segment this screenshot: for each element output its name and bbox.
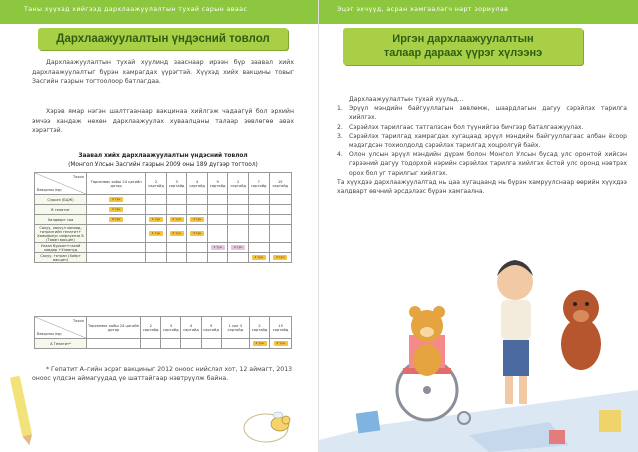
table-row bbox=[35, 243, 292, 253]
dose-marker: 2 тун bbox=[170, 217, 184, 222]
dose-cell bbox=[270, 339, 292, 349]
dose-cell bbox=[166, 195, 187, 205]
dose-cell bbox=[87, 225, 146, 243]
dose-cell bbox=[248, 205, 269, 215]
duty-number: 1. bbox=[337, 105, 343, 113]
table-corner-header bbox=[35, 317, 87, 339]
dose-cell bbox=[187, 225, 208, 243]
dose-cell bbox=[269, 215, 292, 225]
table-row bbox=[35, 253, 292, 263]
dose-cell bbox=[228, 243, 249, 253]
column-header: 4 сартайд bbox=[181, 317, 201, 339]
duty-list-item bbox=[337, 123, 627, 132]
dose-cell bbox=[228, 253, 249, 263]
dose-marker: 2 тун bbox=[231, 245, 245, 250]
table-row bbox=[35, 339, 292, 349]
vaccine-schedule-table bbox=[34, 172, 292, 263]
dose-marker: 2 тун bbox=[273, 255, 287, 260]
column-header: 2 сартайд bbox=[141, 317, 161, 339]
dose-cell bbox=[207, 215, 228, 225]
column-header: Төрсөнөөс хойш 24 цагийн дотор bbox=[87, 173, 146, 195]
duty-number: 3. bbox=[337, 132, 343, 140]
duty-text: Сэрэйлэх тарилгаас татгалзсан бол түүнийгээ бичгээр баталгаажуулах. bbox=[349, 123, 584, 131]
vaccine-name-cell: В гепатит bbox=[35, 205, 87, 215]
dose-cell bbox=[146, 215, 167, 225]
column-header: 15 сартайд bbox=[270, 317, 292, 339]
footnote: * Гепатит А–гийн эсрэг вакциныг 2012 оноос нийслэл хот, 12 аймагт, 2013 оноос үлдсэн аймагуудад үе шаттайгаар нэвтрүүлж байна. bbox=[32, 366, 293, 383]
dose-cell bbox=[269, 253, 292, 263]
dose-cell bbox=[87, 253, 146, 263]
dose-cell bbox=[146, 225, 167, 243]
dose-cell bbox=[248, 253, 269, 263]
dose-marker: 2 тун bbox=[274, 341, 288, 346]
dose-marker: 3 тун bbox=[190, 231, 204, 236]
duty-number: 2. bbox=[337, 123, 343, 131]
dose-cell bbox=[166, 243, 187, 253]
dose-cell bbox=[228, 215, 249, 225]
vaccine-name-cell: А Гепатит* bbox=[35, 339, 87, 349]
intro-paragraph-1: Дархлаажуулалтын тухай хуулинд зааснаар ирээн бүр заавал хийх дархлаажуулалтыг бүрэн хамрагдах үүрэгтэй. Хүүхэд хийх вакцины товыг Засгийн газрын тогтоолоор батлагдаа. bbox=[32, 59, 294, 86]
corner-vaccine-label: Вакцины нэр bbox=[37, 332, 62, 336]
column-header: 2 сартайд bbox=[228, 173, 249, 195]
dose-cell bbox=[269, 195, 292, 205]
vaccine-name-cell: Улаан бурхан+гахай хавдар +Улаануд bbox=[35, 243, 87, 253]
table-caption-title: Заавал хийх дархлаажуулалтын үндэсний товлол bbox=[78, 153, 248, 159]
column-header: 2 сартайд bbox=[146, 173, 167, 195]
dose-cell bbox=[187, 195, 208, 205]
dose-marker: 1 тун bbox=[253, 341, 267, 346]
dose-cell bbox=[146, 195, 167, 205]
left-header-bar bbox=[0, 0, 319, 24]
dose-marker: 0 тун bbox=[109, 217, 123, 222]
dose-cell bbox=[248, 243, 269, 253]
dose-marker: 1 тун bbox=[211, 245, 225, 250]
dose-cell bbox=[166, 253, 187, 263]
table-caption-source: (Монгол Улсын Засгийн газрын 2009 оны 189 дүгээр тогтоол) bbox=[68, 162, 258, 168]
dose-cell bbox=[207, 205, 228, 215]
table-row bbox=[35, 225, 292, 243]
dose-cell bbox=[141, 339, 161, 349]
column-header: Төрсөнөөс хойш 24 цагийн дотор bbox=[87, 317, 141, 339]
duty-number: 4. bbox=[337, 151, 343, 159]
dose-cell bbox=[146, 253, 167, 263]
dose-marker: 1 тун bbox=[252, 255, 266, 260]
corner-schedule-label: Тохол bbox=[72, 319, 84, 323]
duty-text: Эрүүл мэндийн байгууллагын зөвлөмж, шаардлагын дагуу сэрэйлэх тарилга хийлгэх. bbox=[349, 105, 627, 122]
column-header: 3 сартайд bbox=[161, 317, 181, 339]
table-row bbox=[35, 215, 292, 225]
vaccine-name-cell: Халдварт саа bbox=[35, 215, 87, 225]
dose-cell bbox=[87, 243, 146, 253]
column-header: 9 сартайд bbox=[201, 317, 221, 339]
dose-cell bbox=[146, 243, 167, 253]
right-header-text: Эцэг эхчүүд, асран хамгаалагч нарт зориулав bbox=[337, 6, 509, 13]
dose-cell bbox=[228, 225, 249, 243]
right-section-title bbox=[343, 28, 583, 65]
column-header: 9 сартайд bbox=[207, 173, 228, 195]
dose-cell bbox=[166, 215, 187, 225]
duty-list-item bbox=[337, 150, 627, 178]
duties-list bbox=[337, 95, 627, 196]
right-header-bar bbox=[319, 0, 638, 24]
dose-marker: 1 тун bbox=[109, 207, 123, 212]
closing-paragraph: Та хүүхдээ дархлаажуулалтад нь цаа хугацаанд нь бүрэн хамруулснаар өөрийн хүүхдээ халдварт өвчний эрсдэлээс бүрэн хамгаална. bbox=[337, 178, 627, 196]
dose-cell bbox=[201, 339, 221, 349]
left-section-title: Дархлаажуулалтын үндэсний товлол bbox=[38, 28, 288, 50]
dose-cell bbox=[250, 339, 270, 349]
dose-marker: 2 тун bbox=[170, 231, 184, 236]
dose-cell bbox=[146, 205, 167, 215]
column-header: 2 сартайд bbox=[250, 317, 270, 339]
duty-text: Олон улсын эрүүл мэндийн дүрэм болон Монгол Улсын бусад улс оронтой хийсэн гэрээний дагуу тодорхой нэрийн сэрэйлэх тарилга хийлгэх ёстой улс оронд нэвтрэх орох бол уг тарилгыг хийлгэх. bbox=[349, 151, 627, 177]
vaccine-name-cell: Сахуу, татран (Хоёрт вакцин) bbox=[35, 253, 87, 263]
dose-cell bbox=[87, 215, 146, 225]
dose-marker: 1 тун bbox=[149, 231, 163, 236]
dose-cell bbox=[248, 225, 269, 243]
dose-marker: 3 тун bbox=[190, 217, 204, 222]
dose-cell bbox=[269, 243, 292, 253]
dose-cell bbox=[207, 225, 228, 243]
dose-cell bbox=[87, 339, 141, 349]
duty-text: Сэрэйлэх тарилгад хамрагдах хугацаад эрүүл мэндийн байгууллагаас албан ёсоор мэдэгдсэн тохиолдолд сэрэйлэх тарилгад хоцролгүй байх. bbox=[349, 132, 627, 150]
column-header: 7 сартайд bbox=[248, 173, 269, 195]
duties-lead: Дархлаажуулалтын тухай хуульд... bbox=[349, 96, 464, 103]
right-title-line-2: талаар дараах үүрэг хүлээнэ bbox=[383, 47, 543, 59]
dose-cell bbox=[207, 253, 228, 263]
dose-cell bbox=[166, 205, 187, 215]
corner-schedule-label: Тохол bbox=[72, 175, 84, 179]
duty-list-item bbox=[337, 132, 627, 150]
dose-cell bbox=[207, 243, 228, 253]
table-corner-header bbox=[35, 173, 87, 195]
hepatitis-a-schedule-table bbox=[34, 316, 292, 349]
dose-cell bbox=[248, 195, 269, 205]
vaccine-name-cell: Сүрьеэ (БЦЖ) bbox=[35, 195, 87, 205]
dose-cell bbox=[181, 339, 201, 349]
dose-cell bbox=[269, 205, 292, 215]
dose-cell bbox=[187, 243, 208, 253]
table-row bbox=[35, 205, 292, 215]
dose-marker: 1 тун bbox=[149, 217, 163, 222]
column-header: 3 сартайд bbox=[166, 173, 187, 195]
pencil-decoration-icon bbox=[4, 372, 40, 448]
vaccine-name-cell: Сахуу, хөхүүл ханиад, татрангийн гепатит+ Хэмофилус инфлуенза Б (Таван вакцин) bbox=[35, 225, 87, 243]
column-header: 4 сартайд bbox=[187, 173, 208, 195]
corner-vaccine-label: Вакцины нэр bbox=[37, 188, 62, 192]
dose-cell bbox=[87, 195, 146, 205]
dose-cell bbox=[248, 215, 269, 225]
duty-list-item bbox=[337, 104, 627, 122]
dose-cell bbox=[228, 195, 249, 205]
column-header: 1 нас 3 сартайд bbox=[221, 317, 249, 339]
dose-cell bbox=[228, 205, 249, 215]
intro-paragraph-2: Хэрэв ямар нэгэн шалтгаанаар вакцинаа хийлгэж чадаагүй бол эрхийн эмчээ хандаж нөхөн дархлаажуулах хуваалцаны талаар зөвлөгөө авах хэрэгтэй. bbox=[32, 108, 294, 135]
right-title-line-1: Иргэн дархлаажуулалтын bbox=[392, 33, 534, 45]
dose-cell bbox=[187, 253, 208, 263]
table-row bbox=[35, 195, 292, 205]
column-header: 15 сартайд bbox=[269, 173, 292, 195]
dose-cell bbox=[166, 225, 187, 243]
children-playing-illustration bbox=[319, 240, 638, 452]
dose-cell bbox=[207, 195, 228, 205]
dose-cell bbox=[161, 339, 181, 349]
right-page bbox=[319, 0, 638, 452]
dose-marker: 1 тун bbox=[109, 197, 123, 202]
dose-cell bbox=[269, 225, 292, 243]
dose-cell bbox=[187, 215, 208, 225]
dose-cell bbox=[187, 205, 208, 215]
left-header-text: Таны хүүхэд хийгээд дархлаажуулалтын тухай сарын аваас bbox=[24, 6, 248, 13]
bee-decoration-icon bbox=[236, 398, 314, 448]
dose-cell bbox=[221, 339, 249, 349]
dose-cell bbox=[87, 205, 146, 215]
